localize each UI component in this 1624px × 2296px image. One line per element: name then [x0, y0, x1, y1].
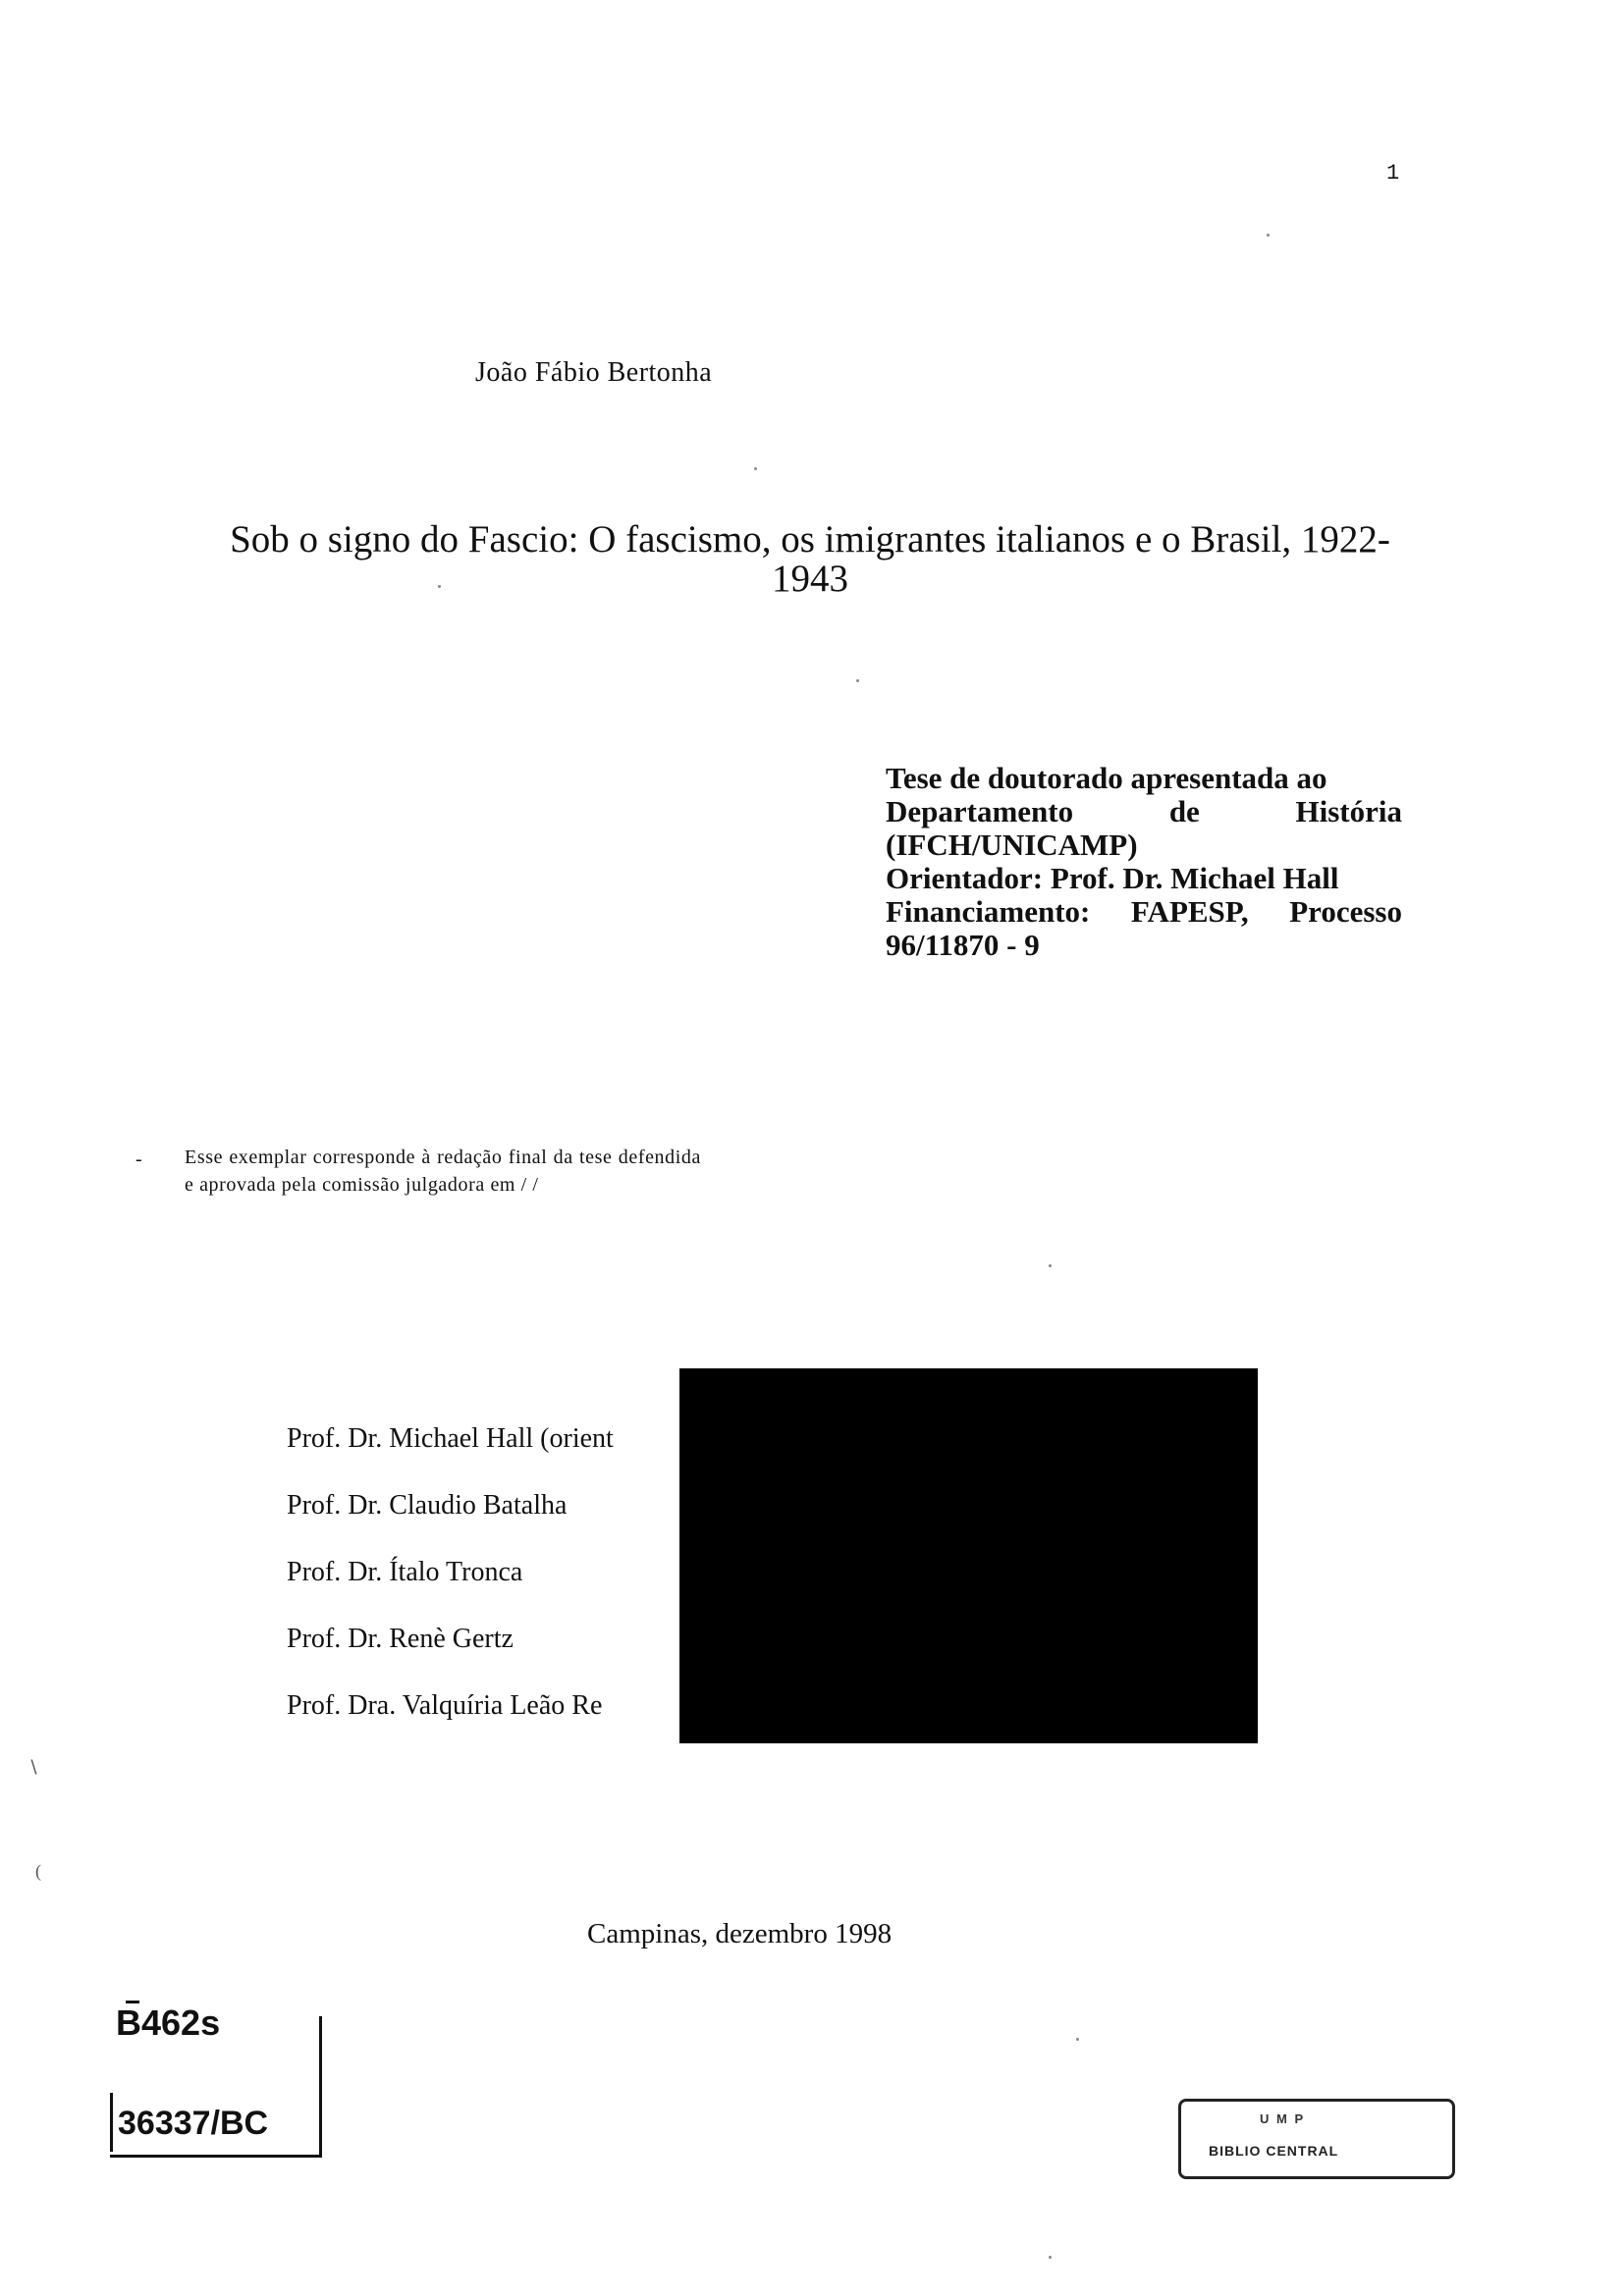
- scan-speck: [1049, 2256, 1052, 2259]
- scan-speck: [1049, 1264, 1052, 1267]
- committee-member: Prof. Dra. Valquíria Leão Re: [287, 1690, 603, 1721]
- committee-member: Prof. Dr. Michael Hall (orient: [287, 1423, 614, 1454]
- thesis-info-line-2-word-1: Departamento: [886, 794, 1074, 828]
- scan-speck: [1076, 2038, 1079, 2041]
- funding-line-word-3: Processo: [1289, 894, 1402, 929]
- approval-note: Esse exemplar corresponde à redação final da tese defendida e aprovada pela comissão julgadora em / /: [185, 1147, 701, 1196]
- scan-speck: [754, 467, 757, 470]
- scan-speck: [856, 679, 859, 682]
- funding-line-word-2: FAPESP,: [1130, 894, 1249, 929]
- stamp-line-1: U M P: [1260, 2111, 1306, 2126]
- process-number-line: 96/11870 - 9: [886, 928, 1040, 962]
- title-line-1: Sob o signo do Fascio: O fascismo, os imigrantes italianos e o Brasil, 1922-: [230, 518, 1390, 561]
- funding-line-word-1: Financiamento:: [886, 894, 1091, 929]
- thesis-info-line-2-word-3: História: [1295, 794, 1402, 828]
- title-line-2: 1943: [772, 558, 848, 600]
- thesis-info-block: [886, 762, 1402, 962]
- thesis-info-line-1: Tese de doutorado apresentada ao: [886, 761, 1327, 795]
- margin-mark: ∖: [27, 1757, 39, 1777]
- thesis-info-line-3: (IFCH/UNICAMP): [886, 828, 1138, 862]
- margin-mark: (: [35, 1861, 41, 1881]
- library-stamp: [1178, 2099, 1455, 2179]
- thesis-title: [147, 520, 1473, 599]
- place-date: Campinas, dezembro 1998: [587, 1918, 893, 1949]
- stamp-line-2: BIBLIO CENTRAL: [1209, 2143, 1339, 2159]
- scan-speck: [1267, 234, 1270, 237]
- page-number: 1: [1386, 161, 1400, 186]
- committee-member: Prof. Dr. Renè Gertz: [287, 1624, 514, 1654]
- accession-number: 36337/BC: [118, 2105, 269, 2142]
- thesis-info-line-2-word-2: de: [1168, 794, 1200, 828]
- funding-line: [886, 895, 1402, 929]
- author-name: João Fábio Bertonha: [475, 357, 713, 388]
- advisor-line: Orientador: Prof. Dr. Michael Hall: [886, 861, 1339, 895]
- committee-member: Prof. Dr. Claudio Batalha: [287, 1490, 568, 1521]
- approval-note-dash: -: [135, 1148, 142, 1170]
- accession-box-tick: [110, 2093, 113, 2152]
- committee-member: Prof. Dr. Ítalo Tronca: [287, 1557, 523, 1587]
- thesis-info-line-2: [886, 795, 1402, 828]
- scan-speck: [438, 585, 441, 588]
- call-number: B462s: [116, 2002, 221, 2043]
- redaction-box: [679, 1368, 1258, 1743]
